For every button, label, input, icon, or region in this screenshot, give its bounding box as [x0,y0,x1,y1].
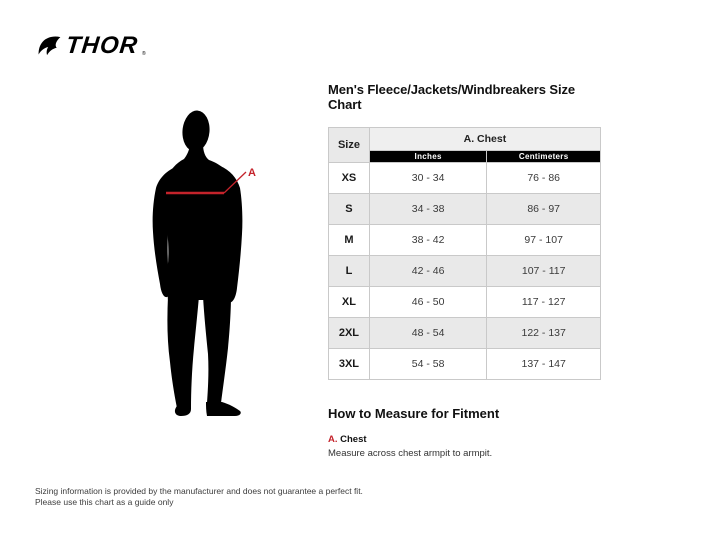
registered-mark: ® [142,51,146,57]
table-row [329,287,601,318]
centimeters-value: 107 - 117 [487,256,601,287]
measure-item-chest [328,434,602,459]
centimeters-value: 122 - 137 [487,318,601,349]
disclaimer-line-2: Please use this chart as a guide only [35,497,174,507]
table-row [329,318,601,349]
column-header-chest: A. Chest [369,128,600,151]
centimeters-value: 137 - 147 [487,349,601,380]
measure-item-name: Chest [340,434,367,445]
inches-value: 54 - 58 [369,349,486,380]
measure-item-label [328,434,602,445]
size-chart-section [328,82,602,459]
size-chart-table [328,127,601,380]
chest-marker-label: A [248,167,256,179]
table-row [329,194,601,225]
centimeters-value: 86 - 97 [487,194,601,225]
brand-logo [36,32,146,60]
column-header-size: Size [329,128,370,163]
brand-wordmark: THOR [64,32,140,59]
size-label: L [329,256,370,287]
disclaimer-line-1: Sizing information is provided by the manufacturer and does not guarantee a perfect fit. [35,486,363,496]
inches-value: 34 - 38 [369,194,486,225]
column-header-inches: Inches [369,151,486,163]
size-label: M [329,225,370,256]
measure-guide-section [328,406,602,459]
inches-value: 38 - 42 [369,225,486,256]
centimeters-value: 97 - 107 [487,225,601,256]
table-subheader-row [329,151,601,163]
centimeters-value: 117 - 127 [487,287,601,318]
male-silhouette [153,110,243,416]
centimeters-value: 76 - 86 [487,163,601,194]
thor-helmet-icon [36,33,62,59]
size-chart-title: Men's Fleece/Jackets/Windbreakers Size Chart [328,82,576,112]
measure-item-description: Measure across chest armpit to armpit. [328,448,493,459]
column-header-centimeters: Centimeters [487,151,601,163]
size-label: S [329,194,370,225]
table-row [329,163,601,194]
inches-value: 48 - 54 [369,318,486,349]
measure-guide-heading: How to Measure for Fitment [328,406,500,421]
sizing-disclaimer [35,486,363,508]
size-label: XL [329,287,370,318]
size-label: 2XL [329,318,370,349]
table-row [329,256,601,287]
inches-value: 30 - 34 [369,163,486,194]
size-label: 3XL [329,349,370,380]
size-label: XS [329,163,370,194]
table-row [329,225,601,256]
male-silhouette-diagram [146,110,268,420]
body-silhouette-figure [146,110,268,420]
inches-value: 46 - 50 [369,287,486,318]
inches-value: 42 - 46 [369,256,486,287]
table-row [329,349,601,380]
table-header-row [329,128,601,151]
measure-item-key: A. [328,434,338,445]
